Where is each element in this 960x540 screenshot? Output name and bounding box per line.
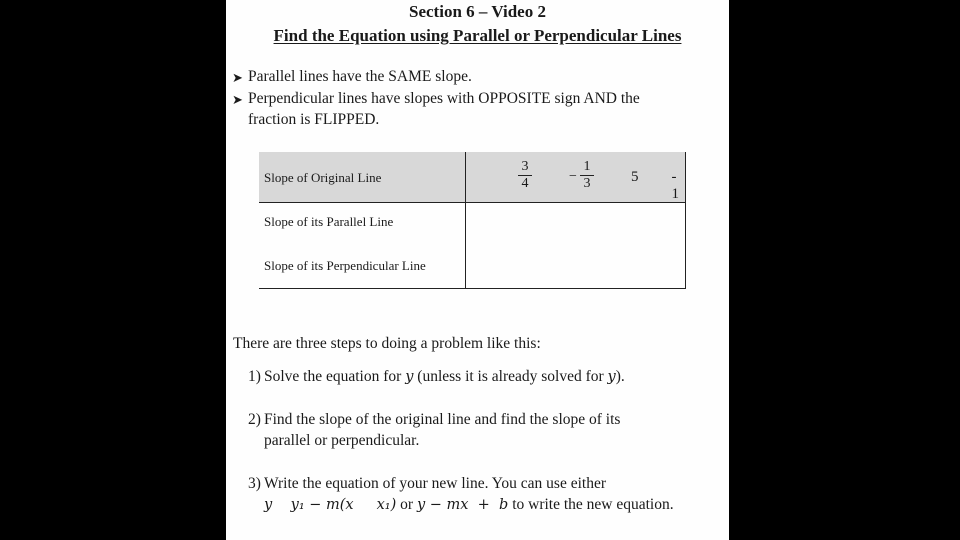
table-border [685, 152, 686, 289]
bullet-text: Perpendicular lines have slopes with OPPOSITE sign AND the [248, 90, 640, 107]
table-border [259, 288, 686, 289]
slope-table [259, 152, 686, 289]
slope-fraction-one-third [579, 159, 595, 192]
steps-intro: There are three steps to doing a problem like this: [233, 335, 541, 352]
step-text-part: to write the new equation. [508, 496, 674, 513]
bullet-parallel [226, 68, 729, 88]
variable-y: y [607, 369, 616, 385]
arrowhead-bullet-icon: ➤ [232, 70, 243, 85]
variable-y: y [405, 369, 414, 385]
slope-intercept-formula: y − mx + b [416, 497, 509, 513]
step-3-formulas [264, 496, 674, 514]
step-1 [248, 368, 718, 388]
fraction-denominator: 3 [583, 176, 591, 191]
step-text: Write the equation of your new line. You can use either [264, 475, 607, 492]
step-number: 2) [248, 411, 261, 428]
table-divider [259, 202, 686, 203]
arrowhead-bullet-icon: ➤ [232, 92, 243, 107]
row-label-perpendicular: Slope of its Perpendicular Line [264, 258, 426, 273]
step-number: 3) [248, 475, 261, 492]
step-text-part: Solve the equation for [264, 368, 406, 385]
bullet-text: fraction is FLIPPED. [248, 111, 380, 128]
fraction-numerator: 1 [583, 159, 591, 174]
step-3 [248, 475, 718, 517]
step-text-part: ). [615, 368, 625, 385]
bullet-perpendicular [226, 90, 729, 132]
fraction-numerator: 3 [521, 159, 529, 174]
step-number: 1) [248, 368, 261, 385]
step-2 [248, 411, 718, 453]
row-label-original: Slope of Original Line [264, 170, 382, 185]
table-divider [465, 152, 466, 289]
row-label-parallel: Slope of its Parallel Line [264, 214, 394, 229]
step-text: parallel or perpendicular. [264, 432, 420, 449]
section-title: Section 6 – Video 2 [409, 2, 546, 21]
slope-negative-one: - 1 [671, 169, 679, 202]
point-slope-formula: y y₁ − m(x x₁) [264, 497, 397, 513]
slope-five: 5 [631, 169, 639, 185]
step-text [264, 368, 625, 386]
step-text: Find the slope of the original line and find the slope of its [264, 411, 621, 428]
fraction-denominator: 4 [521, 176, 529, 191]
negative-sign: − [569, 169, 577, 184]
page-subtitle: Find the Equation using Parallel or Perpendicular Lines [273, 26, 682, 45]
step-text-part: or [396, 496, 417, 513]
bullet-text: Parallel lines have the SAME slope. [248, 68, 472, 85]
worksheet-page [226, 0, 729, 540]
step-text-part: (unless it is already solved for [413, 368, 608, 385]
slope-fraction-three-fourths [517, 159, 533, 192]
